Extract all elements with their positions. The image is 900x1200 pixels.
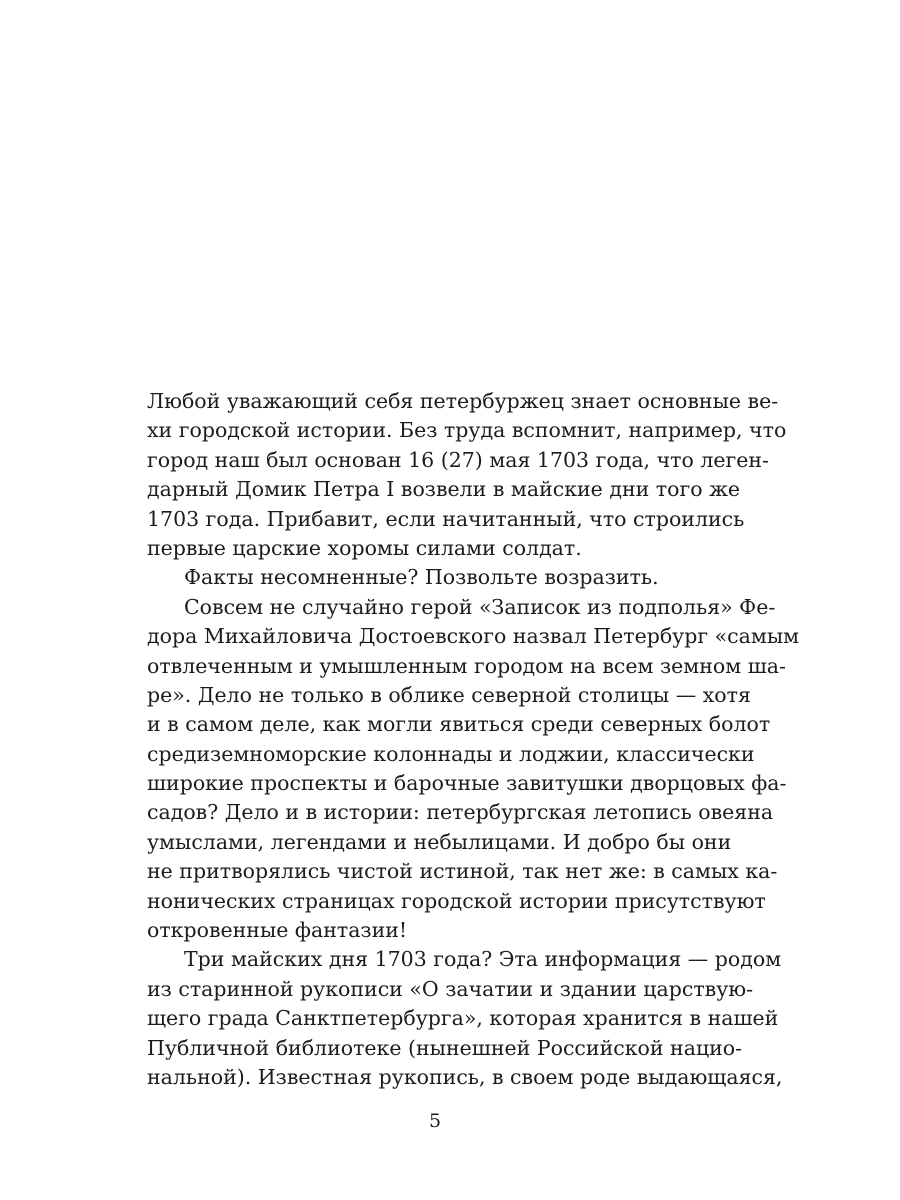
text-line: нальной). Известная рукопись, в своем роде выдающаяся, bbox=[147, 1064, 783, 1089]
text-line: ре». Дело не только в облике северной столицы — хотя bbox=[147, 682, 751, 707]
text-line: щего града Санктпетербурга», которая хранится в нашей bbox=[147, 1006, 779, 1031]
text-line: не притворялись чистой истиной, так нет же: в самых ка- bbox=[147, 859, 778, 884]
text-line: 1703 года. Прибавит, если начитанный, что строились bbox=[147, 506, 745, 531]
text-line: Любой уважающий себя петербуржец знает основные ве- bbox=[147, 389, 779, 413]
text-line: откровенные фантазии! bbox=[147, 918, 408, 943]
text-line: из старинной рукописи «О зачатии и здании царствую- bbox=[147, 976, 754, 1001]
text-line: нонических страницах городской истории присутствуют bbox=[147, 888, 766, 913]
text-line: и в самом деле, как могли явиться среди северных болот bbox=[147, 712, 771, 737]
text-line: город наш был основан 16 (27) мая 1703 года, что леген- bbox=[147, 447, 769, 472]
text-line: Публичной библиотеке (нынешней Российской нацио- bbox=[147, 1035, 743, 1060]
text-line: первые царские хоромы силами солдат. bbox=[147, 535, 582, 560]
body-text bbox=[147, 387, 800, 1092]
text-line: садов? Дело и в истории: петербургская летопись овеяна bbox=[147, 800, 774, 825]
text-line: дора Михайловича Достоевского назвал Петербург «самым bbox=[147, 624, 800, 649]
text-line: широкие проспекты и барочные завитушки дворцовых фа- bbox=[147, 771, 787, 796]
text-line: дарный Домик Петра I возвели в майские дни того же bbox=[147, 477, 741, 502]
text-line: Факты несомненные? Позвольте возразить. bbox=[184, 565, 659, 590]
text-line: умыслами, легендами и небылицами. И добро бы они bbox=[147, 829, 732, 854]
text-line: Совсем не случайно герой «Записок из подполья» Фе- bbox=[184, 594, 776, 619]
text-line: Три майских дня 1703 года? Эта информация — родом bbox=[184, 947, 782, 972]
text-line: хи городской истории. Без труда вспомнит, например, что bbox=[147, 418, 787, 443]
page-number: 5 bbox=[428, 1110, 442, 1132]
text-line: отвлеченным и умышленным городом на всем земном ша- bbox=[147, 653, 786, 678]
text-line: средиземноморские колоннады и лоджии, классически bbox=[147, 741, 755, 766]
